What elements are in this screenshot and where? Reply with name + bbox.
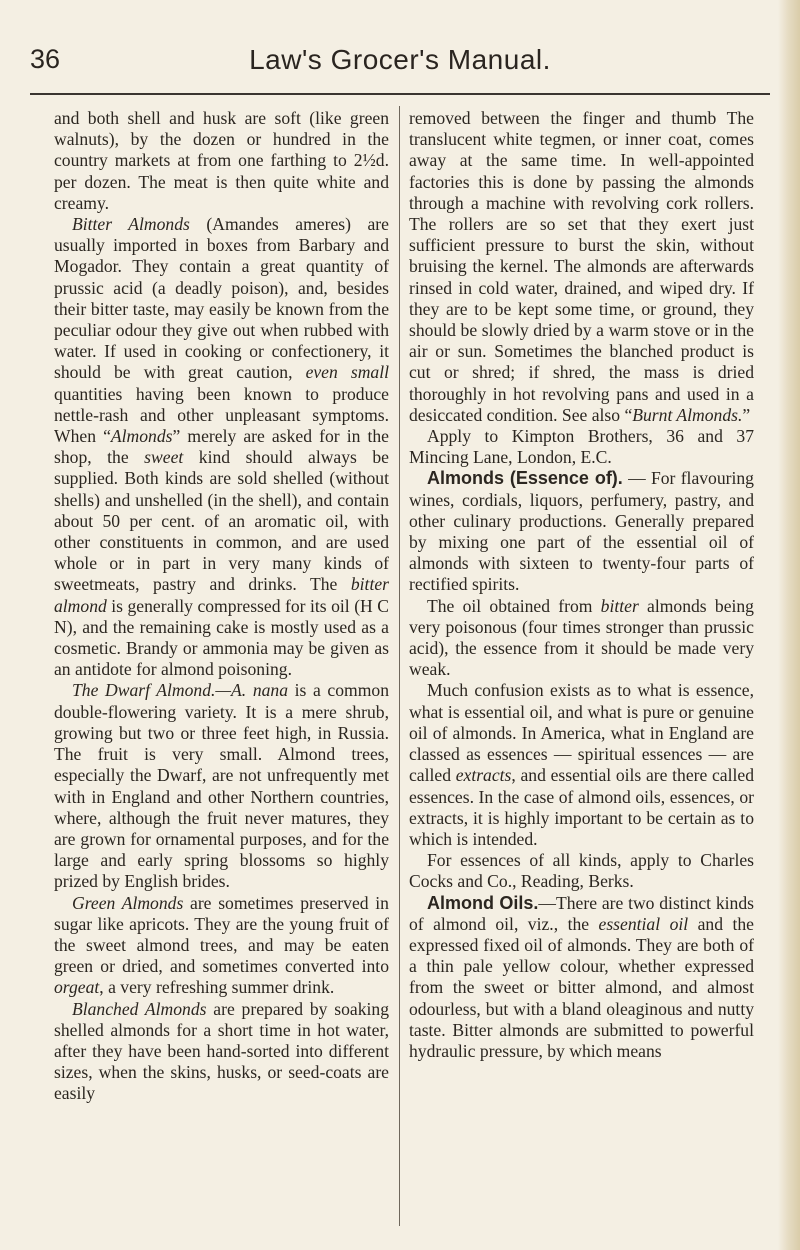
entry-heading: The Dwarf Almond.—A. nana: [72, 680, 289, 701]
column-divider: [399, 106, 400, 1226]
entry-heading: Green Almonds: [72, 892, 184, 913]
paragraph: For essences of all kinds, apply to Charles Cocks and Co., Reading, Berks.: [409, 850, 754, 892]
header-rule: [30, 93, 770, 95]
left-column: [54, 108, 389, 1228]
entry-heading: Almond Oils.: [427, 892, 539, 913]
paragraph: Much confusion exists as to what is essence, what is essential oil, and what is pure or genuine oil of almonds. In America, what in England are classed as essences — spiritual essences — are called extracts, and essential oils are there called essences. In the case of almond oils, essences, or extracts, it is highly important to be certain as to which is intended.: [409, 680, 754, 849]
paragraph: Bitter Almonds (Amandes ameres) are usually imported in boxes from Barbary and Mogador. They contain a great quantity of prussic acid (a deadly poison), and, besides their bitter taste, may easily be known from the peculiar odour they give out when rubbed with water. If used in cooking or confectionery, it should be with great caution, even small quantities having been known to produce nettle-rash and other unpleasant symptoms. When “Almonds” merely are asked for in the shop, the sweet kind should always be supplied. Both kinds are sold shelled (without shells) and unshelled (in the shell), and contain about 50 per cent. of an aromatic oil, with other constituents in common, and are used whole or in part in very many kinds of sweetmeats, pastry and drinks. The bitter almond is generally compressed for its oil (H C N), and the remaining cake is mostly used as a cosmetic. Brandy or ammonia may be given as an antidote for almond poisoning.: [54, 214, 389, 680]
page-header: [30, 44, 770, 84]
entry-heading: Blanched Almonds: [72, 998, 207, 1019]
right-column: [409, 108, 754, 1228]
paragraph: Almonds (Essence of). — For flavouring wines, cordials, liquors, perfumery, pastry, and other culinary productions. Generally prepared by mixing one part of the essential oil of almonds with sixteen to twenty-four parts of rectified spirits.: [409, 468, 754, 595]
page-edge-shadow: [778, 0, 800, 1250]
paragraph: The Dwarf Almond.—A. nana is a common double-flowering variety. It is a mere shrub, growing but two or three feet high, in Russia. The fruit is very small. Almond trees, especially the Dwarf, are not unfrequently met with in England and other Northern countries, where, although the fruit never matures, they are grown for ornamental purposes, and for the large and early spring blossoms so highly prized by English brides.: [54, 680, 389, 892]
paragraph: Blanched Almonds are prepared by soaking shelled almonds for a short time in hot water, after they have been hand-sorted into different sizes, when the skins, husks, or seed-coats are easily: [54, 998, 389, 1104]
paragraph: Apply to Kimpton Brothers, 36 and 37 Mincing Lane, London, E.C.: [409, 426, 754, 468]
entry-heading: Bitter Almonds: [72, 214, 190, 235]
paragraph: The oil obtained from bitter almonds being very poisonous (four times stronger than prussic acid), the essence from it should be made very weak.: [409, 595, 754, 680]
paragraph: Green Almonds are sometimes preserved in sugar like apricots. They are the young fruit of the sweet almond trees, and may be eaten green or dried, and sometimes converted into orgeat, a very refreshing summer drink.: [54, 892, 389, 998]
entry-heading: Almonds (Essence of).: [427, 468, 623, 489]
paragraph: Almond Oils.—There are two distinct kinds of almond oil, viz., the essential oil and the expressed fixed oil of almonds. They are both of a thin pale yellow colour, whether expressed from the sweet or bitter almond, and almost odourless, but with a bland oleaginous and nutty taste. Bitter almonds are submitted to powerful hydraulic pressure, by which means: [409, 892, 754, 1061]
paragraph: removed between the finger and thumb The translucent white tegmen, or inner coat, comes away at the same time. In well-appointed factories this is done by passing the almonds through a machine with revolving cork rollers. The rollers are so set that they exert just sufficient pressure to burst the skin, without bruising the kernel. The almonds are afterwards rinsed in cold water, drained, and wiped dry. If they are to be kept some time, or ground, they should be slowly dried by a warm stove or in the air or sun. Sometimes the blanched product is cut or shred; if shred, the mass is dried thoroughly in hot revolving pans and used in a desiccated condition. See also “Burnt Almonds.”: [409, 108, 754, 425]
page-number: 36: [30, 44, 61, 74]
paragraph: and both shell and husk are soft (like green walnuts), by the dozen or hundred in the country markets at from one farthing to 2½d. per dozen. The meat is then quite white and creamy.: [54, 108, 389, 213]
running-title: Law's Grocer's Manual.: [249, 44, 551, 75]
